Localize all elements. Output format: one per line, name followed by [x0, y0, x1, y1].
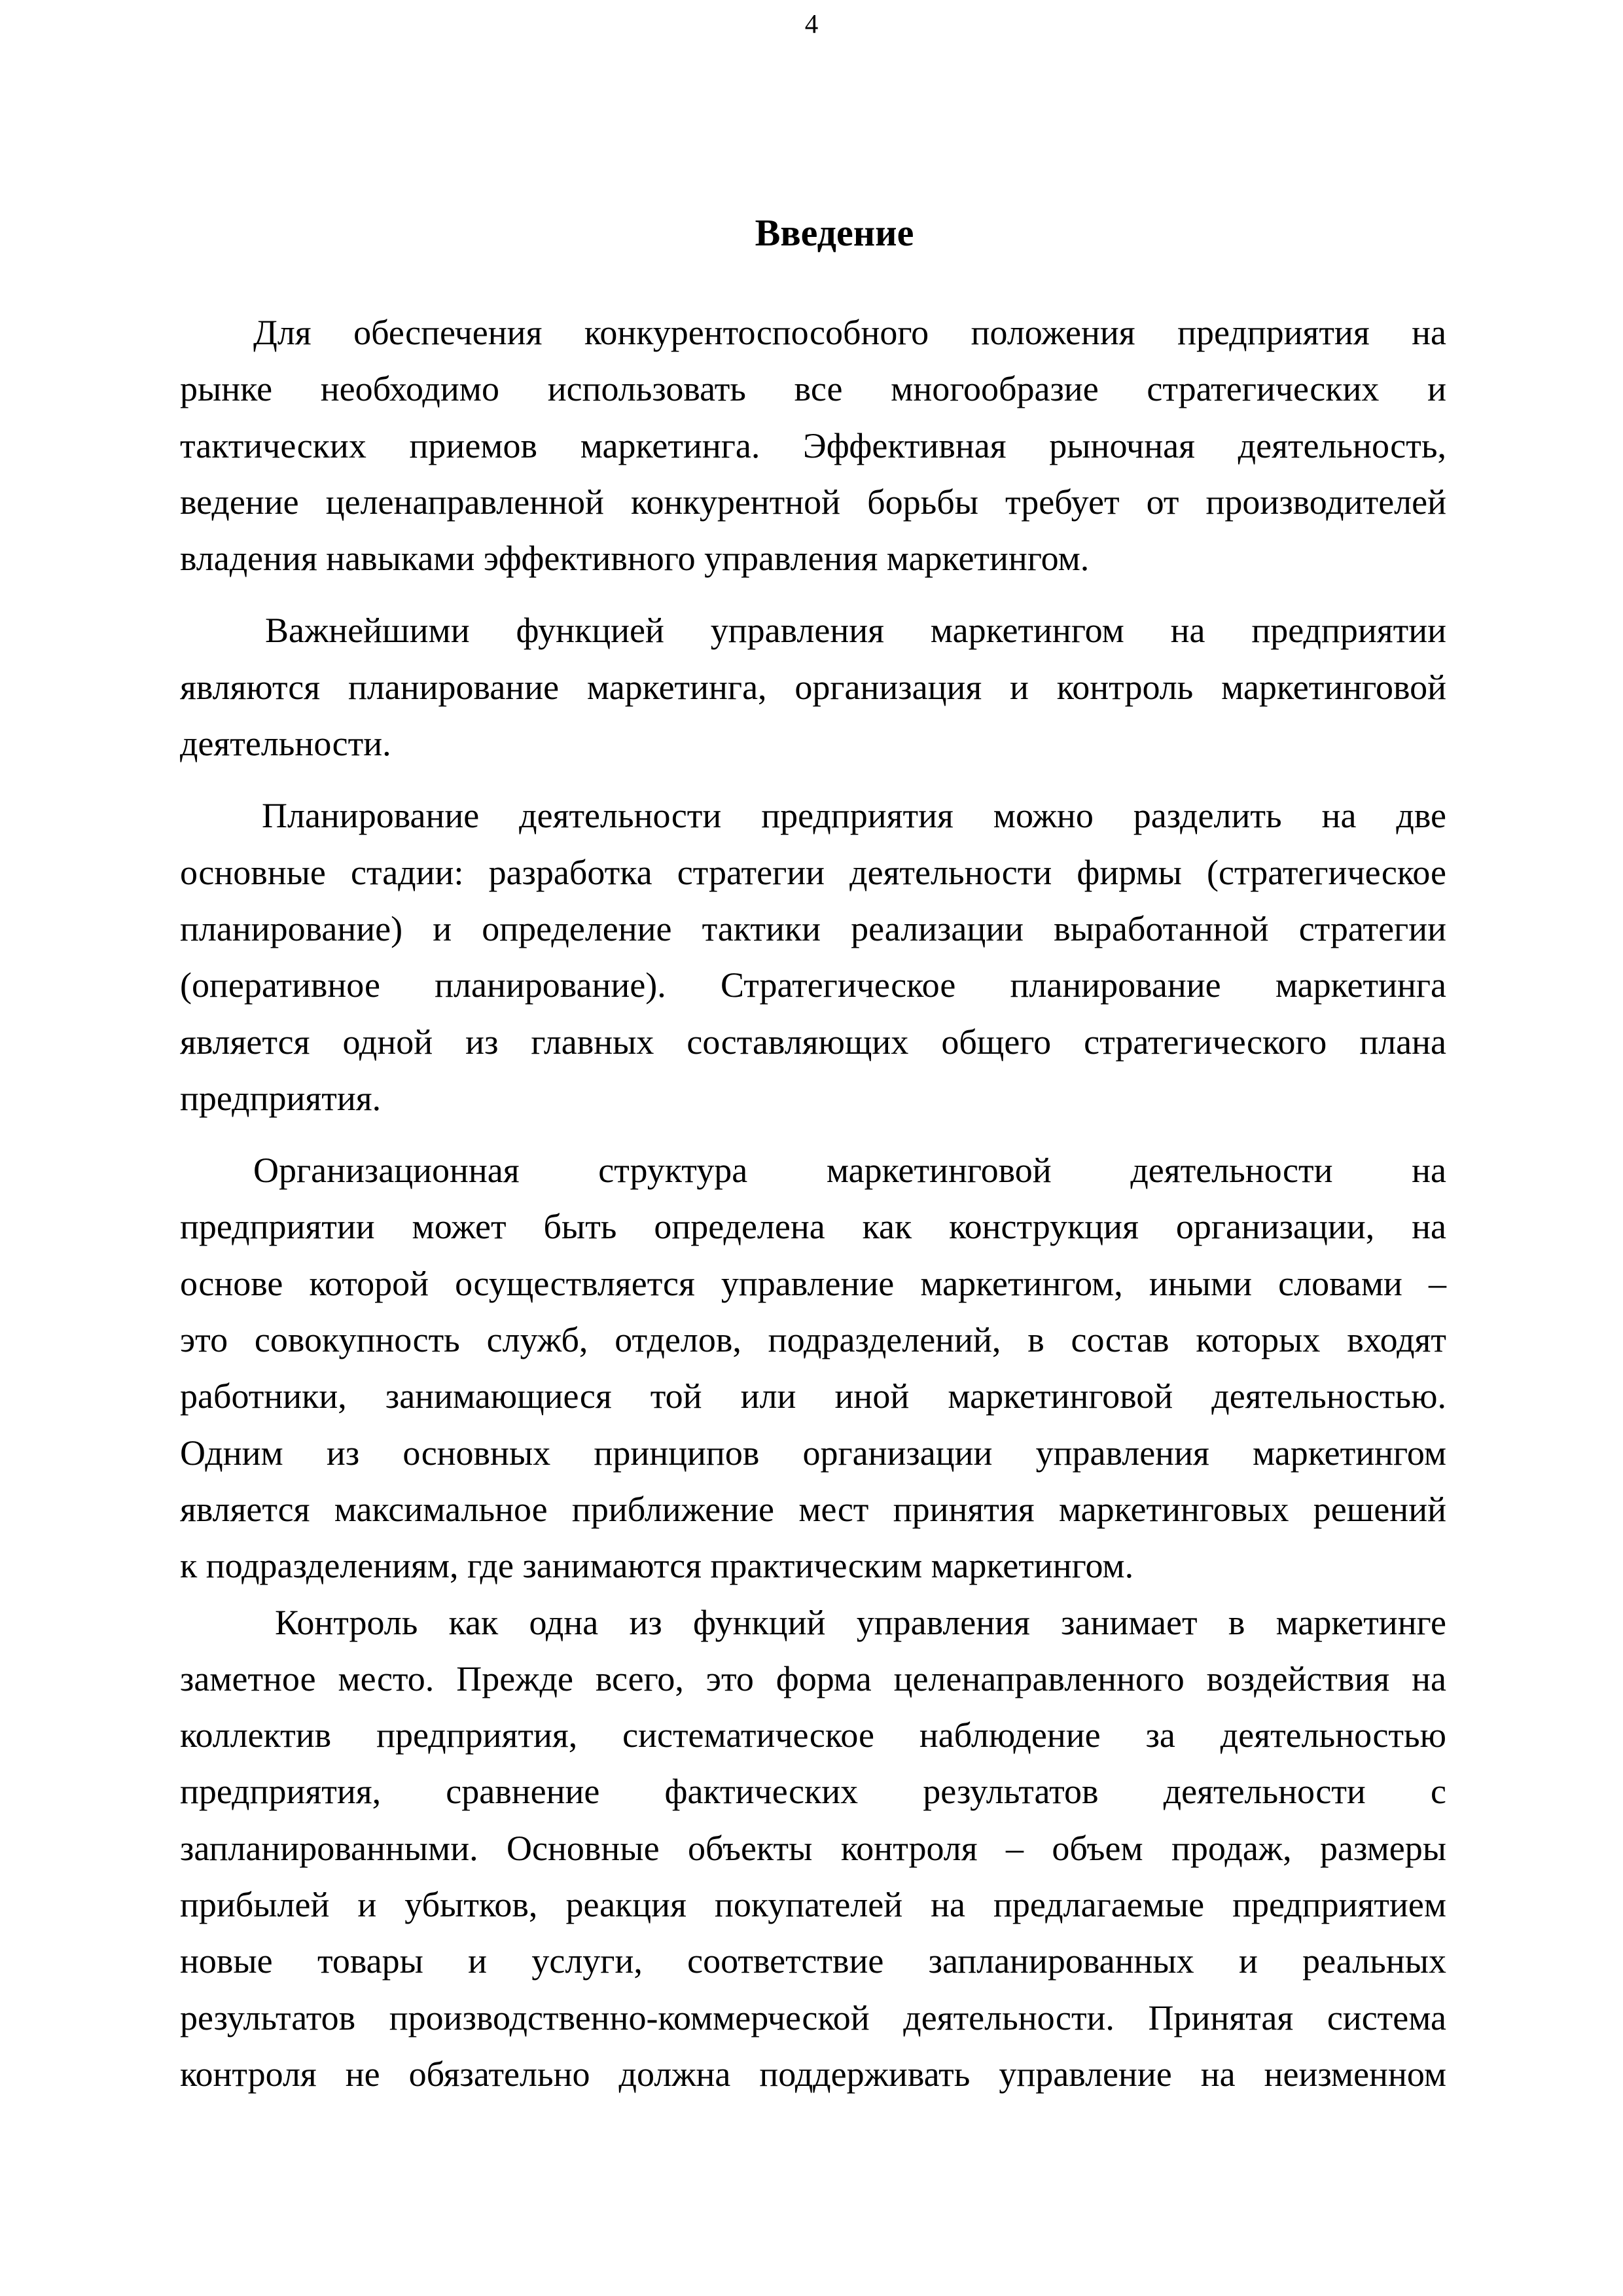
- paragraph-3: [180, 787, 1446, 1126]
- text-line: работники, занимающиеся той или иной маркетинговой деятельностью.: [180, 1376, 1446, 1416]
- paragraph-5: [180, 1594, 1446, 2103]
- text-line: контроля не обязательно должна поддерживать управление на неизменном: [180, 2054, 1446, 2094]
- text-line: предприятия.: [180, 1078, 382, 1118]
- text-line: Важнейшими функцией управления маркетингом на предприятии: [265, 611, 1446, 651]
- text-line: Контроль как одна из функций управления занимает в маркетинге: [275, 1602, 1446, 1642]
- text-line: новые товары и услуги, соответствие запланированных и реальных: [180, 1941, 1446, 1981]
- text-line: коллектив предприятия, систематическое наблюдение за деятельностью: [180, 1715, 1446, 1755]
- text-line: являются планирование маркетинга, организация и контроль маркетинговой: [180, 667, 1446, 707]
- paragraph-gap: [180, 586, 1446, 602]
- text-line: Организационная структура маркетинговой деятельности на: [253, 1151, 1446, 1191]
- text-line: ведение целенаправленной конкурентной борьбы требует от производителей: [180, 482, 1446, 522]
- paragraph-4: [180, 1142, 1446, 1594]
- text-line: основные стадии: разработка стратегии деятельности фирмы (стратегическое: [180, 852, 1446, 892]
- text-line: Планирование деятельности предприятия можно разделить на две: [262, 796, 1446, 836]
- text-line: деятельности.: [180, 724, 391, 764]
- text-line: основе которой осуществляется управление маркетингом, иными словами –: [180, 1263, 1446, 1303]
- text-line: владения навыками эффективного управления маркетингом.: [180, 539, 1090, 579]
- section-title: Введение: [755, 211, 914, 254]
- document-body: [180, 304, 1446, 2102]
- text-line: предприятии может быть определена как конструкция организации, на: [180, 1207, 1446, 1247]
- paragraph-gap: [180, 1126, 1446, 1142]
- text-line: это совокупность служб, отделов, подразделений, в состав которых входят: [180, 1320, 1446, 1360]
- text-line: тактических приемов маркетинга. Эффективная рыночная деятельность,: [180, 425, 1446, 465]
- text-line: Одним из основных принципов организации управления маркетингом: [180, 1433, 1446, 1473]
- text-line: планирование) и определение тактики реализации выработанной стратегии: [180, 908, 1446, 948]
- text-line: Для обеспечения конкурентоспособного положения предприятия на: [253, 313, 1446, 352]
- paragraph-gap: [180, 772, 1446, 787]
- text-line: результатов производственно-коммерческой деятельности. Принятая система: [180, 1998, 1446, 2037]
- text-line: запланированными. Основные объекты контроля – объем продаж, размеры: [180, 1828, 1446, 1868]
- paragraph-2: [180, 602, 1446, 772]
- text-line: заметное место. Прежде всего, это форма целенаправленного воздействия на: [180, 1659, 1446, 1698]
- text-line: является одной из главных составляющих общего стратегического плана: [180, 1022, 1446, 1062]
- text-line: прибылей и убытков, реакция покупателей на предлагаемые предприятием: [180, 1885, 1446, 1925]
- text-line: рынке необходимо использовать все многообразие стратегических и: [180, 369, 1446, 409]
- text-line: к подразделениям, где занимаются практическим маркетингом.: [180, 1546, 1134, 1586]
- page-number: 4: [804, 9, 819, 39]
- text-line: является максимальное приближение мест принятия маркетинговых решений: [180, 1489, 1446, 1529]
- paragraph-1: [180, 304, 1446, 586]
- text-line: (оперативное планирование). Стратегическое планирование маркетинга: [180, 965, 1446, 1005]
- text-line: предприятия, сравнение фактических результатов деятельности с: [180, 1772, 1446, 1812]
